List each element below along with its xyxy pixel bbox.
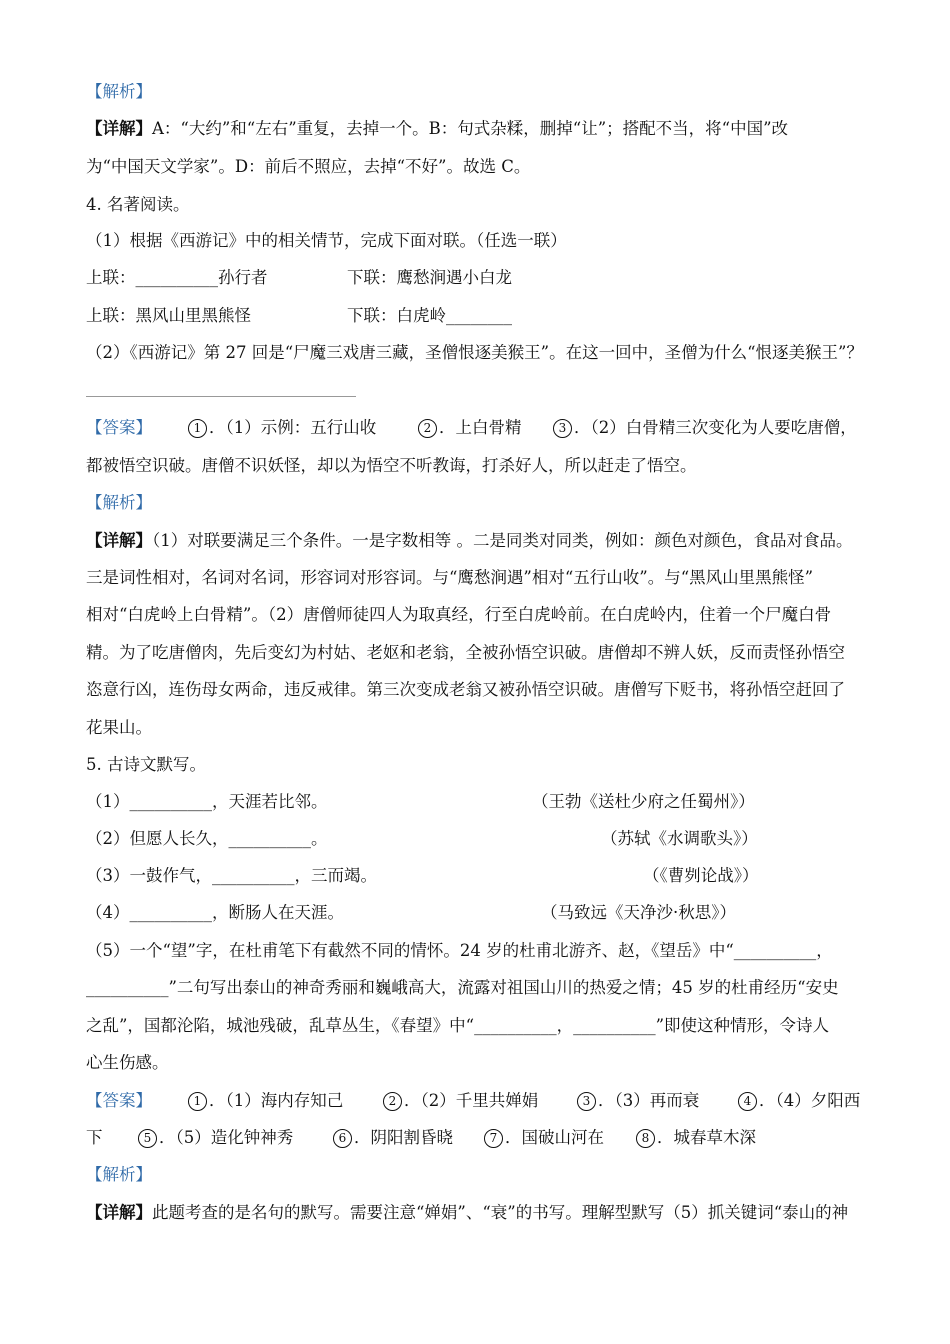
- answer-continuation: 下: [86, 1128, 103, 1147]
- answer-text: ．国破山河在: [505, 1128, 604, 1147]
- detail-text: 此题考查的是名句的默写。需要注意“婵娟”、“衰”的书写。理解型默写（5）抓关键词“泰山的神: [152, 1203, 849, 1222]
- detail-tag: 【详解】: [86, 119, 152, 138]
- answer-text: ．（2）千里共婵娟: [404, 1091, 539, 1110]
- answer-text: ．（1）海内存知己: [209, 1091, 344, 1110]
- answer-text: ．（2）白骨精三次变化为人要吃唐僧，: [574, 418, 857, 437]
- poem-source: （王勃《送杜少府之任蜀州》）: [532, 792, 755, 811]
- question-5-title: 5. 古诗文默写。: [86, 755, 206, 774]
- answer-text: ．城春草木深: [657, 1128, 756, 1147]
- answer-continuation: 都被悟空识破。唐僧不识妖怪，却以为悟空不听教诲，打杀好人，所以赶走了悟空。: [86, 456, 697, 475]
- poem-item-5: 心生伤感。: [86, 1053, 169, 1072]
- answer-heading: 【答案】: [86, 418, 152, 437]
- answer-item: [138, 1128, 293, 1148]
- poem-item: （4）__________，断肠人在天涯。: [86, 903, 344, 922]
- answer-item: [188, 1091, 343, 1111]
- circled-number: 1: [188, 1092, 207, 1111]
- answer-item: [333, 1128, 453, 1148]
- circled-number: 7: [484, 1129, 503, 1148]
- answer-item: [484, 1128, 604, 1148]
- answer-text: ．（5）造化钟神秀: [159, 1128, 294, 1147]
- question-4-sub1: （1）根据《西游记》中的相关情节，完成下面对联。（任选一联）: [86, 231, 567, 250]
- analysis-heading: 【解析】: [86, 82, 152, 101]
- answer-item: [636, 1128, 756, 1148]
- answer-item: [577, 1091, 699, 1111]
- answer-text: ．（1）示例：五行山收: [209, 418, 377, 437]
- circled-number: 2: [418, 419, 437, 438]
- question-4-sub2: （2）《西游记》第 27 回是“尸魔三戏唐三藏，圣僧恨逐美猴王”。在这一回中，圣僧为什么“恨逐美猴王”？: [86, 343, 863, 362]
- circled-number: 4: [738, 1092, 757, 1111]
- detail-line: 相对“白虎岭上白骨精”。（2）唐僧师徒四人为取真经，行至白虎岭前。在白虎岭内，住着一个尸魔白骨: [86, 605, 832, 624]
- circled-number: 5: [138, 1129, 157, 1148]
- circled-number: 1: [188, 419, 207, 438]
- detail-line: 花果山。: [86, 718, 152, 737]
- couplet-2-lower: 下联：白虎岭________: [347, 306, 512, 325]
- answer-item: [738, 1091, 860, 1111]
- answer-heading: 【答案】: [86, 1091, 152, 1110]
- question-4-title: 4. 名著阅读。: [86, 195, 190, 214]
- answer-text: ．上白骨精: [439, 418, 522, 437]
- circled-number: 6: [333, 1129, 352, 1148]
- answer-blank-line: [86, 396, 356, 397]
- answer-item: [188, 418, 376, 438]
- couplet-1-lower: 下联：鹰愁涧遇小白龙: [347, 268, 512, 287]
- circled-number: 8: [636, 1129, 655, 1148]
- answer-text: ．（3）再而衰: [598, 1091, 700, 1110]
- poem-item-5: __________”二句写出泰山的神奇秀丽和巍峨高大，流露对祖国山川的热爱之情；45 岁的杜甫经历“安史: [86, 978, 839, 997]
- answer-item: [553, 418, 857, 438]
- poem-item: （3）一鼓作气，__________，三而竭。: [86, 866, 377, 885]
- circled-number: 3: [577, 1092, 596, 1111]
- circled-number: 3: [553, 419, 572, 438]
- poem-item-5: （5）一个“望”字，在杜甫笔下有截然不同的情怀。24 岁的杜甫北游齐、赵，《望岳》中“__________，: [86, 941, 833, 960]
- answer-text: ．（4）夕阳西: [759, 1091, 861, 1110]
- poem-source: （马致远《天净沙·秋思》）: [541, 903, 736, 922]
- poem-item: （2）但愿人长久，__________。: [86, 829, 328, 848]
- detail-line: [86, 1203, 848, 1223]
- answer-item: [418, 418, 522, 438]
- answer-text: ．阴阳割昏晓: [354, 1128, 453, 1147]
- detail-line: 为“中国天文学家”。D：前后不照应，去掉“不好”。故选 C。: [86, 157, 531, 176]
- poem-item: （1）__________，天涯若比邻。: [86, 792, 328, 811]
- poem-source: （苏轼《水调歌头》）: [601, 829, 758, 848]
- detail-line: [86, 531, 853, 551]
- detail-tag: 【详解】: [86, 1203, 152, 1222]
- detail-line: 精。为了吃唐僧肉，先后变幻为村姑、老妪和老翁，全被孙悟空识破。唐僧却不辨人妖，反而责怪孙悟空: [86, 643, 845, 662]
- poem-item-5: 之乱”，国都沦陷，城池残破，乱草丛生，《春望》中“__________，__________”即使这种情形，令诗人: [86, 1016, 830, 1035]
- couplet-1-upper: 上联：__________孙行者: [86, 268, 268, 287]
- detail-text: A：“大约”和“左右”重复，去掉一个。B：句式杂糅，删掉“让”；搭配不当，将“中国”改: [152, 119, 789, 138]
- analysis-heading: 【解析】: [86, 493, 152, 512]
- answer-item: [383, 1091, 538, 1111]
- detail-line: [86, 119, 788, 139]
- detail-text: （1）对联要满足三个条件。一是字数相等 。二是同类对同类，例如：颜色对颜色，食品对食品。: [152, 531, 853, 550]
- circled-number: 2: [383, 1092, 402, 1111]
- detail-tag: 【详解】: [86, 531, 152, 550]
- detail-line: 三是词性相对，名词对名词，形容词对形容词。与“鹰愁涧遇”相对“五行山收”。与“黑风山里黑熊怪”: [86, 568, 814, 587]
- detail-line: 恣意行凶，连伤母女两命，违反戒律。第三次变成老翁又被孙悟空识破。唐僧写下贬书，将孙悟空赶回了: [86, 680, 845, 699]
- couplet-2-upper: 上联：黑风山里黑熊怪: [86, 306, 251, 325]
- poem-source: （《曹刿论战》）: [643, 866, 759, 885]
- analysis-heading: 【解析】: [86, 1165, 152, 1184]
